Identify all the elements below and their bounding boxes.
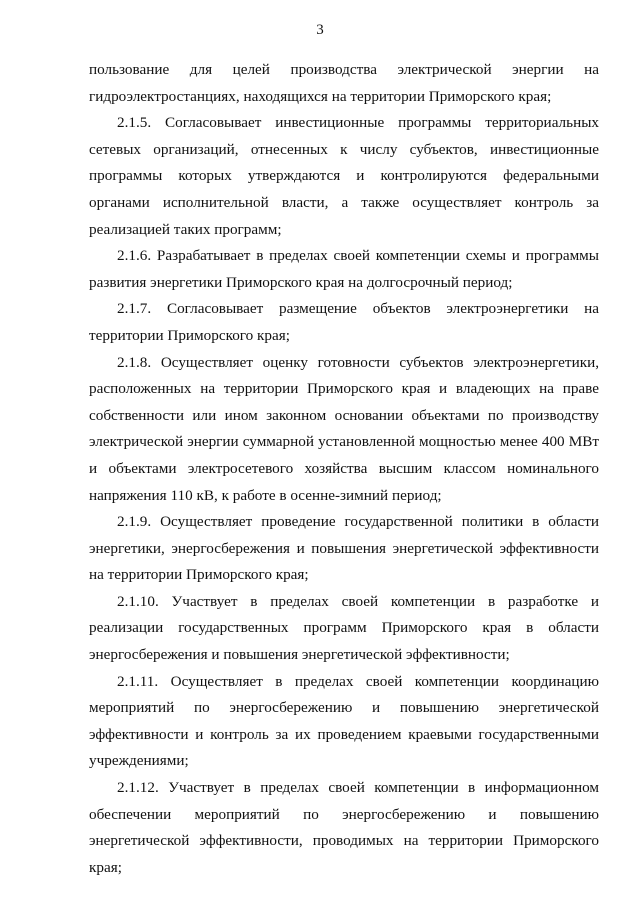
document-body <box>89 57 599 881</box>
paragraph-2-1-9: 2.1.9. Осуществляет проведение государственной политики в области энергетики, энергосбережения и повышения энергетической эффективности на территории Приморского края; <box>89 513 599 584</box>
page-number: 3 <box>316 22 324 38</box>
paragraph-2-1-6: 2.1.6. Разрабатывает в пределах своей компетенции схемы и программы развития энергетики Приморского края на долгосрочный период; <box>89 247 599 291</box>
paragraph-2-1-10: 2.1.10. Участвует в пределах своей компетенции в разработке и реализации государственных программ Приморского края в области энергосбережения и повышения энергетической эффективности; <box>89 592 599 664</box>
paragraph-2-1-7: 2.1.7. Согласовывает размещение объектов электроэнергетики на территории Приморского края; <box>89 300 599 344</box>
paragraph-2-1-11: 2.1.11. Осуществляет в пределах своей компетенции координацию мероприятий по энергосбережению и повышению энергетической эффективности и контроль за их проведением краевыми государственными учреждениями; <box>89 672 599 770</box>
paragraph-continuation: пользование для целей производства электрической энергии на гидроэлектростанциях, находящихся на территории Приморского края; <box>89 61 599 105</box>
paragraph-2-1-12: 2.1.12. Участвует в пределах своей компетенции в информационном обеспечении мероприятий по энергосбережению и повышению энергетической эффективности, проводимых на территории Приморского края; <box>89 779 599 876</box>
paragraph-2-1-5: 2.1.5. Согласовывает инвестиционные программы территориальных сетевых организаций, отнесенных к числу субъектов, инвестиционные программы которых утверждаются и контролируются федеральными органами исполнительной власти, а также осуществляет контроль за реализацией таких программ; <box>89 114 599 238</box>
paragraph-2-1-8: 2.1.8. Осуществляет оценку готовности субъектов электроэнергетики, расположенных на территории Приморского края и владеющих на праве собственности или ином законном основании объектами по производству электрической энергии суммарной установленной мощностью менее 400 МВт и объектами электросетевого хозяйства высшим классом номинального напряжения 110 кВ, к работе в осенне-зимний период; <box>89 353 599 504</box>
